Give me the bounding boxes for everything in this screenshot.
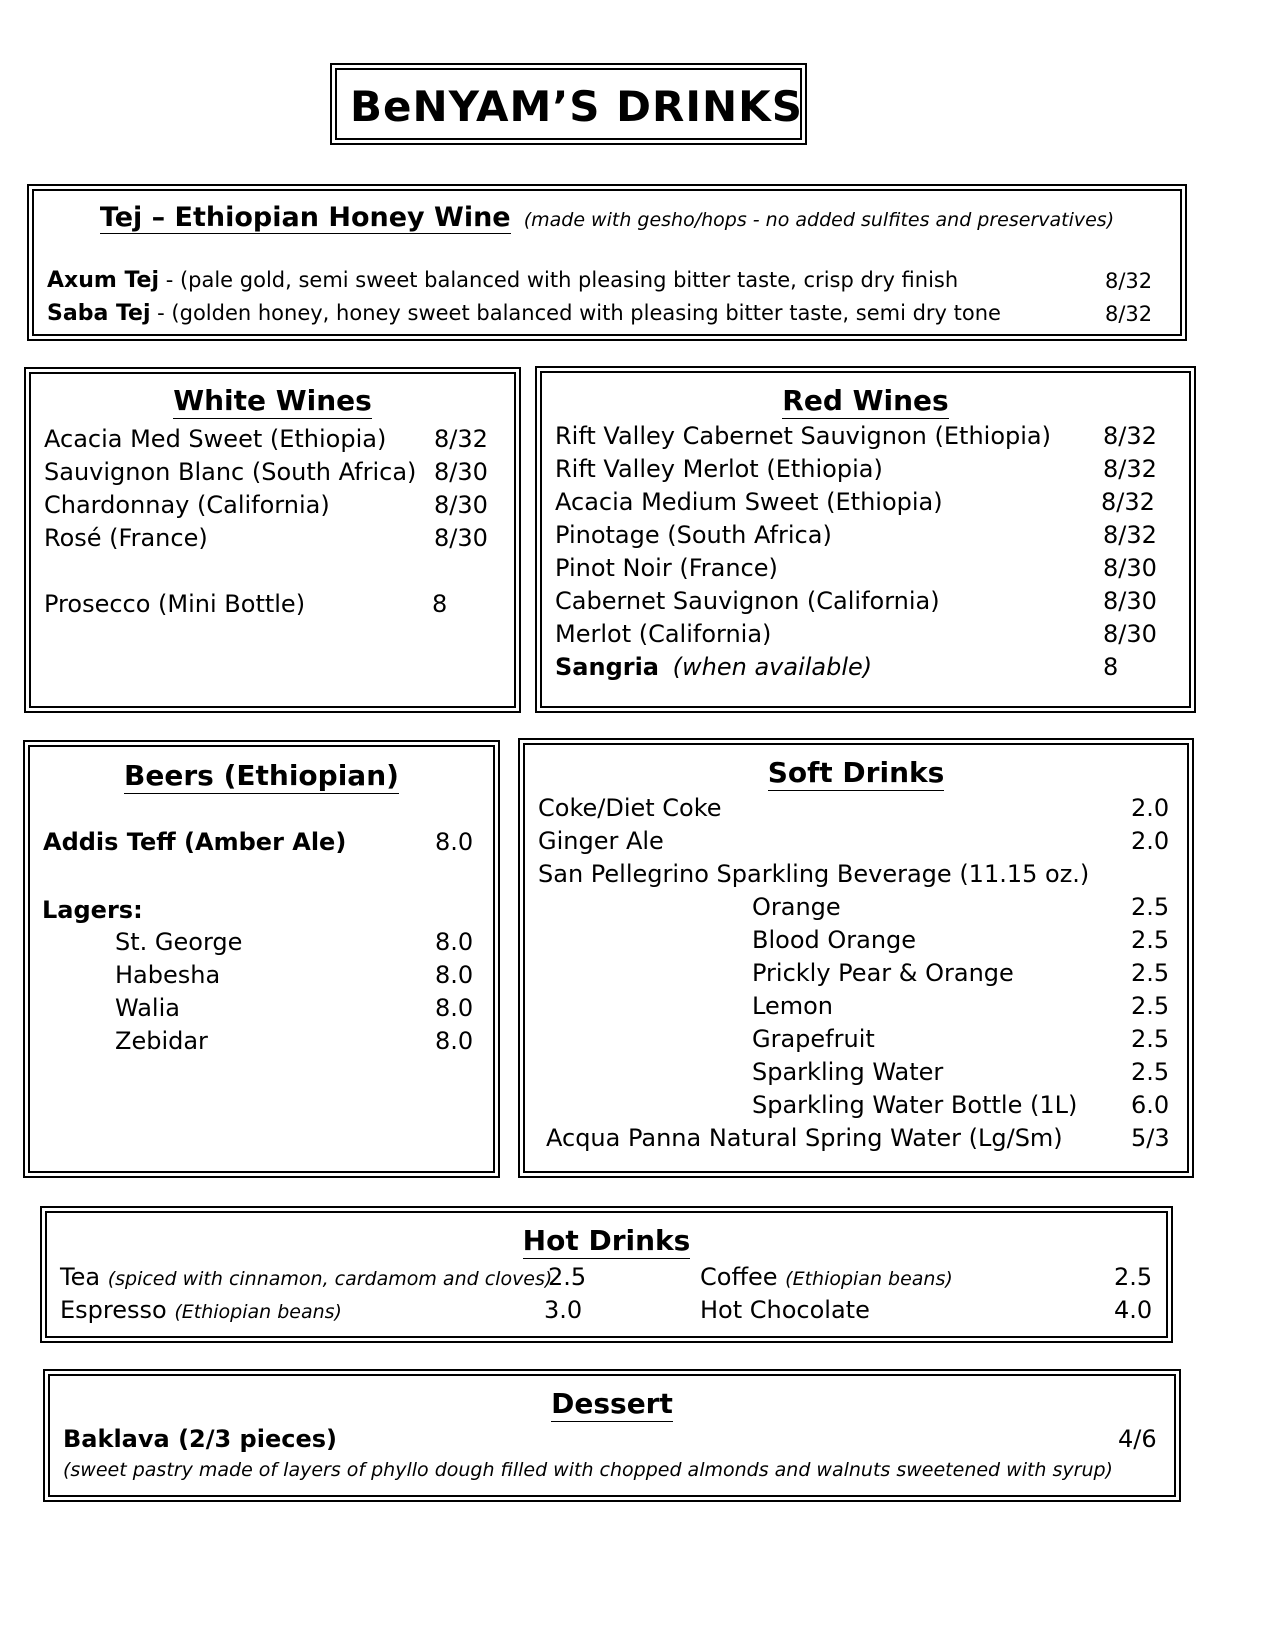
item-note: (Ethiopian beans) — [174, 1301, 342, 1323]
item-price: 8/30 — [434, 458, 488, 486]
item-price: 8.0 — [435, 1027, 474, 1055]
dessert-heading: Dessert — [551, 1387, 673, 1420]
item-price: 2.5 — [548, 1263, 587, 1291]
tej-note: (made with gesho/hops - no added sulfites and preservatives) — [523, 209, 1115, 231]
white-wines-section — [24, 367, 521, 713]
item-price: 8/32 — [434, 425, 488, 453]
item-name: Hot Chocolate — [700, 1296, 870, 1324]
menu-item-addis-teff: Addis Teff (Amber Ale) — [43, 828, 347, 856]
soft-drinks-section — [518, 738, 1194, 1178]
item-name: Axum Tej — [47, 268, 160, 293]
hot-drinks-heading: Hot Drinks — [522, 1224, 691, 1257]
item-price: 8.0 — [435, 828, 474, 856]
menu-item: Walia — [115, 994, 180, 1022]
menu-item: Zebidar — [115, 1027, 208, 1055]
tej-section — [27, 184, 1187, 341]
hot-drinks-section — [40, 1206, 1173, 1343]
menu-item: St. George — [115, 928, 243, 956]
item-price: 2.5 — [1131, 959, 1170, 987]
dessert-section — [43, 1369, 1181, 1502]
item-price: 2.0 — [1131, 794, 1170, 822]
item-desc: - (golden honey, honey sweet balanced with pleasing bitter taste, semi dry tone — [150, 301, 1001, 325]
dessert-description: (sweet pastry made of layers of phyllo dough filled with chopped almonds and walnuts sweetened with syrup) — [63, 1459, 1113, 1481]
beers-heading: Beers (Ethiopian) — [124, 759, 399, 792]
menu-item-espresso — [60, 1296, 342, 1324]
menu-item-acqua-panna: Acqua Panna Natural Spring Water (Lg/Sm) — [546, 1124, 1063, 1152]
menu-item: Rift Valley Cabernet Sauvignon (Ethiopia) — [555, 422, 1051, 450]
item-price: 8.0 — [435, 961, 474, 989]
title-box — [330, 63, 807, 145]
item-note: (spiced with cinnamon, cardamom and cloves) — [107, 1268, 553, 1290]
menu-item: Acacia Med Sweet (Ethiopia) — [44, 425, 387, 453]
menu-item: Coke/Diet Coke — [538, 794, 722, 822]
item-price: 5/3 — [1131, 1124, 1170, 1152]
lagers-label: Lagers: — [42, 896, 143, 924]
pellegrino-label: San Pellegrino Sparkling Beverage (11.15 oz.) — [538, 860, 1090, 888]
item-note: (Ethiopian beans) — [785, 1268, 953, 1290]
menu-item: Merlot (California) — [555, 620, 772, 648]
item-price: 8/32 — [1105, 302, 1153, 326]
menu-item-baklava: Baklava (2/3 pieces) — [63, 1425, 337, 1453]
menu-item-saba-tej — [47, 301, 1001, 326]
item-price: 8/30 — [1103, 620, 1157, 648]
white-wines-heading: White Wines — [173, 384, 372, 417]
item-price: 8/30 — [1103, 587, 1157, 615]
menu-item: Prosecco (Mini Bottle) — [44, 590, 306, 618]
item-name: Coffee — [700, 1263, 778, 1291]
menu-item: Chardonnay (California) — [44, 491, 330, 519]
menu-item: Sparkling Water — [752, 1058, 944, 1086]
menu-item: Sauvignon Blanc (South Africa) — [44, 458, 417, 486]
menu-item: Pinotage (South Africa) — [555, 521, 832, 549]
item-price: 8/32 — [1103, 422, 1157, 450]
menu-item-hot-chocolate — [700, 1296, 870, 1324]
menu-item-tea — [60, 1263, 552, 1291]
menu-item: Prickly Pear & Orange — [752, 959, 1014, 987]
item-price: 2.5 — [1131, 893, 1170, 921]
item-note: (when available) — [672, 653, 873, 681]
menu-item: Lemon — [752, 992, 833, 1020]
item-price: 3.0 — [544, 1296, 583, 1324]
item-desc: - (pale gold, semi sweet balanced with pleasing bitter taste, crisp dry finish — [159, 268, 959, 292]
item-price: 8/32 — [1101, 488, 1155, 516]
item-price: 2.5 — [1131, 992, 1170, 1020]
item-name: Saba Tej — [47, 301, 151, 326]
item-name: Tea — [60, 1263, 101, 1291]
beers-section — [23, 740, 500, 1178]
item-price: 4.0 — [1114, 1296, 1153, 1324]
red-wines-heading: Red Wines — [782, 384, 949, 417]
menu-item: Pinot Noir (France) — [555, 554, 778, 582]
item-price: 2.5 — [1131, 926, 1170, 954]
tej-heading-line — [29, 202, 1185, 233]
menu-item-coffee — [700, 1263, 953, 1291]
item-price: 2.5 — [1131, 1025, 1170, 1053]
menu-item: Acacia Medium Sweet (Ethiopia) — [555, 488, 943, 516]
menu-item: Grapefruit — [752, 1025, 875, 1053]
item-price: 8.0 — [435, 928, 474, 956]
menu-item: Orange — [752, 893, 841, 921]
menu-item-sangria — [555, 653, 872, 681]
item-price: 8/30 — [434, 491, 488, 519]
menu-item: Rift Valley Merlot (Ethiopia) — [555, 455, 883, 483]
menu-item-axum-tej — [47, 268, 958, 293]
item-price: 8/30 — [1103, 554, 1157, 582]
item-price: 2.5 — [1131, 1058, 1170, 1086]
menu-item: Cabernet Sauvignon (California) — [555, 587, 940, 615]
tej-heading: Tej – Ethiopian Honey Wine — [99, 202, 511, 233]
item-price: 8.0 — [435, 994, 474, 1022]
item-price: 8/32 — [1103, 455, 1157, 483]
item-price: 8/32 — [1105, 269, 1153, 293]
soft-drinks-heading: Soft Drinks — [767, 756, 945, 789]
item-price: 2.0 — [1131, 827, 1170, 855]
item-price: 2.5 — [1114, 1263, 1153, 1291]
menu-item: Sparkling Water Bottle (1L) — [752, 1091, 1078, 1119]
menu-item: Ginger Ale — [538, 827, 664, 855]
item-price: 8 — [432, 590, 448, 618]
item-price: 4/6 — [1118, 1425, 1157, 1453]
item-price: 8 — [1103, 653, 1119, 681]
item-name: Sangria — [555, 653, 660, 681]
red-wines-section — [535, 366, 1196, 713]
page-title: BeNYAM’S DRINKS — [350, 82, 803, 131]
item-price: 8/30 — [434, 524, 488, 552]
item-price: 8/32 — [1103, 521, 1157, 549]
item-name: Espresso — [60, 1296, 167, 1324]
menu-item: Habesha — [115, 961, 221, 989]
item-price: 6.0 — [1131, 1091, 1170, 1119]
menu-item: Rosé (France) — [44, 524, 208, 552]
menu-item: Blood Orange — [752, 926, 917, 954]
